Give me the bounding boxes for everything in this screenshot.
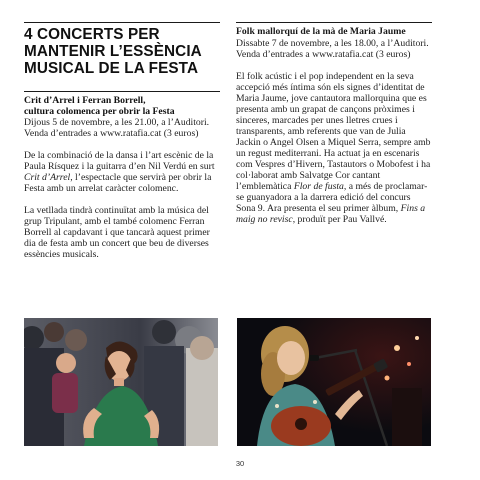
text-run: De la combinació de la dansa i l’art escènic de la Paula Rísquez i la guitarra d’en Nil Verdú en surt: [24, 150, 215, 172]
event-date-info: Dijous 5 de novembre, a les 21.00, a l’Auditori. Venda d’entrades a www.ratafia.cat (3 euros): [24, 117, 210, 139]
text-run: , produït per Pau Vallvé.: [292, 214, 387, 225]
event-date-info: Dissabte 7 de novembre, a les 18.00, a l’Auditori. Venda d’entrades a www.ratafia.cat (3 euros): [236, 38, 429, 60]
text-run: , l’espectacle que servirà per obrir la Festa amb un arrelat caràcter colomenc.: [24, 172, 212, 194]
event-paragraph-2: La vetllada tindrà continuïtat amb la música del grup Tripulant, amb el també colomenc Ferran Borrell al capdavant i que tancarà aquest primer dia de festa amb un concert que beu de diverses essències musicals.: [24, 205, 210, 260]
event-title: Folk mallorquí de la mà de Maria Jaume: [236, 26, 406, 37]
singer-photo: [237, 318, 431, 446]
italic-title: Fins a maig no revisc: [236, 203, 426, 225]
right-column: [236, 22, 432, 236]
dancer-photo: [24, 318, 218, 446]
top-rule: [236, 22, 432, 23]
italic-title: Crit d’Arrel: [24, 172, 71, 183]
event-title-line2: cultura colomenca per obrir la Festa: [24, 106, 175, 117]
text-run: El folk acústic i el pop independent en la seva accepció més íntima són els signes d’identitat de Maria Jaume, jove cantautora mallorquina que es presenta amb un grapat de cançons pròximes i sinceres, marcades per unes lletres crues i transparents, amb referents que van de Julia Jackin o Angel Olsen a Miquel Serra, sempre amb un regust mediterrani. Ha actuat ja en escenaris com Vespres d’Hivern, Tastautors o Mobofest i ha col·laborat amb Salvatge Cor cantant l’emblemàtica: [236, 71, 431, 192]
italic-title: Flor de fusta: [293, 181, 344, 192]
event-paragraph: [236, 71, 432, 225]
top-rule: [24, 22, 220, 23]
singer-photo-illustration: [237, 318, 431, 446]
dancer-photo-illustration: [24, 318, 218, 446]
event-paragraph-1: [24, 150, 220, 194]
event-title-line1: Crit d’Arrel i Ferran Borrell,: [24, 95, 146, 106]
page-number: 30: [235, 459, 245, 468]
page-title: 4 CONCERTS PER MANTENIR L’ESSÈNCIA MUSICAL DE LA FESTA: [24, 26, 202, 77]
text-run: , a més de proclamar-se guanyadora a la darrera edició del concurs Sona 9. Ara presenta el seu primer àlbum,: [236, 181, 428, 214]
left-column: [24, 22, 220, 271]
section-rule: [24, 91, 220, 92]
